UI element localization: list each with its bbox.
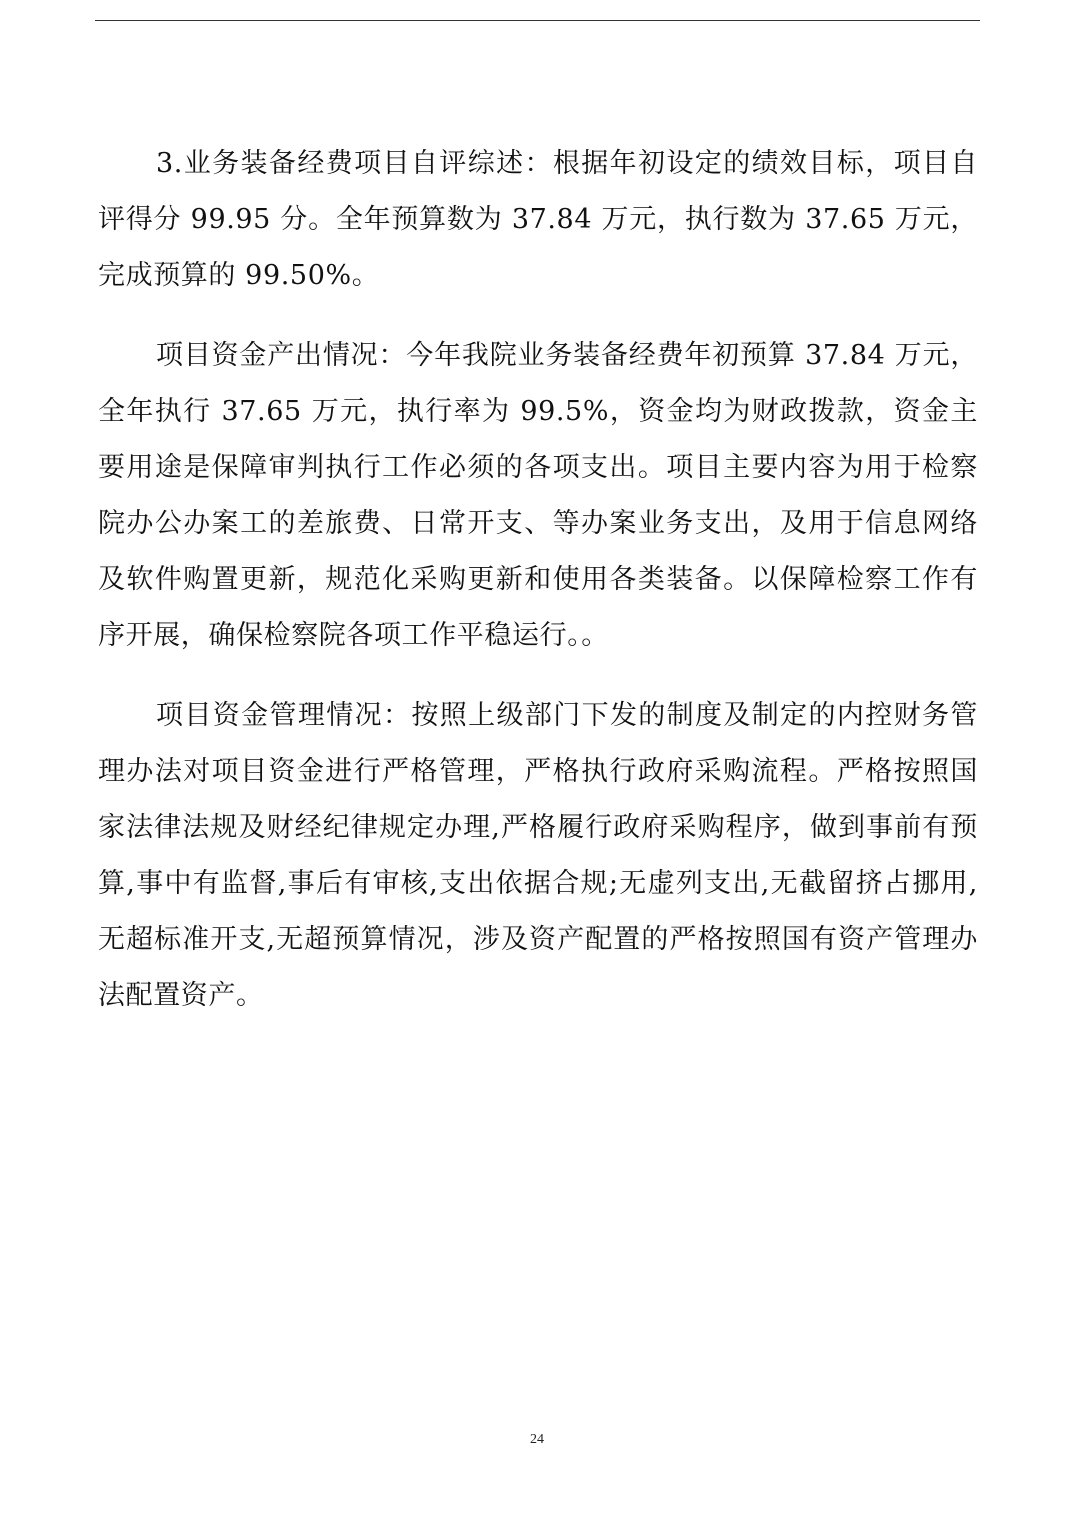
header-rule: [95, 20, 980, 21]
paragraph-fund-management: 项目资金管理情况：按照上级部门下发的制度及制定的内控财务管理办法对项目资金进行严格管理，严格执行政府采购流程。严格按照国家法律法规及财经纪律规定办理,严格履行政府采购程序，做到事前有预算,事中有监督,事后有审核,支出依据合规;无虚列支出,无截留挤占挪用,无超标准开支,无超预算情况，涉及资产配置的严格按照国有资产管理办法配置资产。: [98, 700, 978, 1011]
document-body: [98, 136, 978, 1048]
paragraph-equipment-summary: 3.业务装备经费项目自评综述：根据年初设定的绩效目标，项目自评得分 99.95 分。全年预算数为 37.84 万元，执行数为 37.65 万元，完成预算的 99.50%。: [98, 148, 978, 291]
page-number: 24: [530, 1432, 544, 1447]
paragraph-fund-output: 项目资金产出情况：今年我院业务装备经费年初预算 37.84 万元，全年执行 37.65 万元，执行率为 99.5%，资金均为财政拨款，资金主要用途是保障审判执行工作必须的各项支出。项目主要内容为用于检察院办公办案工的差旅费、日常开支、等办案业务支出，及用于信息网络及软件购置更新，规范化采购更新和使用各类装备。以保障检察工作有序开展，确保检察院各项工作平稳运行。。: [98, 340, 978, 651]
